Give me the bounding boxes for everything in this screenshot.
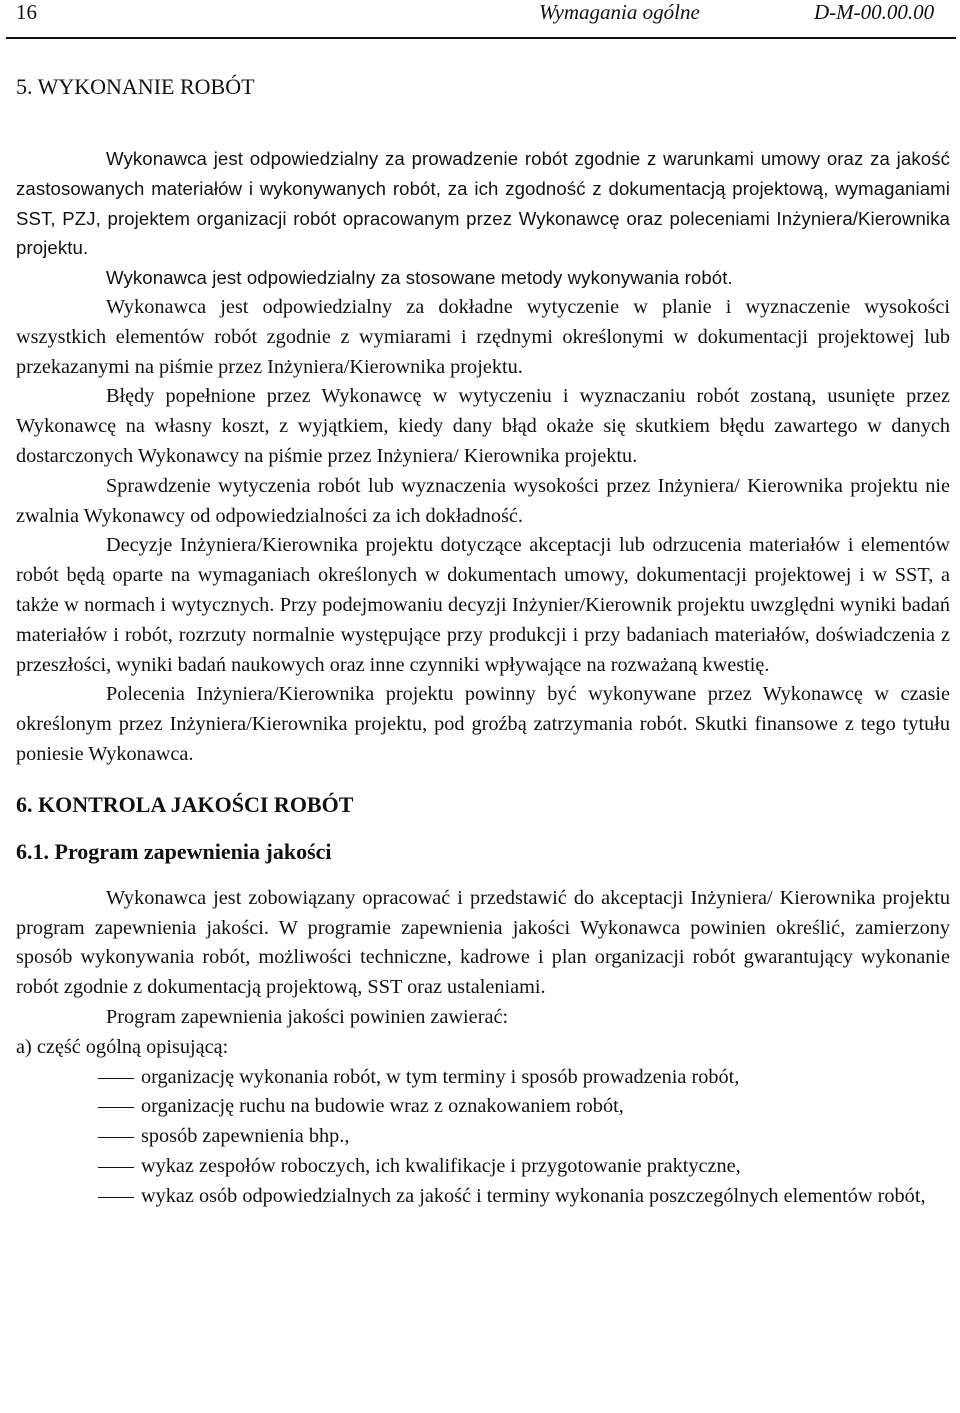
- page-header: [0, 0, 960, 40]
- dash-bullet-icon: [98, 1137, 134, 1138]
- list-item-text: organizację wykonania robót, w tym terminy i sposób prowadzenia robót,: [141, 1065, 740, 1088]
- paragraph: Program zapewnienia jakości powinien zawierać:: [106, 1005, 509, 1028]
- list-item-text: wykaz osób odpowiedzialnych za jakość i terminy wykonania poszczególnych elementów robót,: [141, 1184, 926, 1207]
- paragraph: a) część ogólną opisującą:: [16, 1035, 229, 1058]
- paragraph: Wykonawca jest odpowiedzialny za prowadzenie robót zgodnie z warunkami umowy oraz za jakość zastosowanych materiałów i wykonywanych robót, za ich zgodność z dokumentacją projektową, wymaganiami SST, PZJ, projektem organizacji robót opracowanym przez Wykonawcę oraz poleceniami Inżyniera/Kierownika projektu.: [16, 148, 950, 259]
- paragraph: Polecenia Inżyniera/Kierownika projektu powinny być wykonywane przez Wykonawcę w czasie określonym przez Inżyniera/Kierownika projektu, pod groźbą zatrzymania robót. Skutki finansowe z tego tytułu poniesie Wykonawca.: [16, 683, 950, 765]
- section-heading-5: 5. WYKONANIE ROBÓT: [16, 74, 255, 99]
- list-item: [16, 1122, 950, 1152]
- paragraph: Wykonawca jest odpowiedzialny za dokładne wytyczenie w planie i wyznaczenie wysokości wszystkich elementów robót zgodnie z wymiarami i rzędnymi określonymi w dokumentacji projektowej lub przekazanymi na piśmie przez Inżyniera/Kierownika projektu.: [16, 295, 950, 378]
- dash-bullet-icon: [98, 1197, 134, 1198]
- paragraph: Decyzje Inżyniera/Kierownika projektu dotyczące akceptacji lub odrzucenia materiałów i elementów robót będą oparte na wymaganiach określonych w dokumentach umowy, dokumentacji projektowej i w SST, a także w normach i wytycznych. Przy podejmowaniu decyzji Inżynier/Kierownik projektu uwzględni wyniki badań materiałów i robót, rozrzuty normalnie występujące przy produkcji i przy badaniach materiałów, doświadczenia z przeszłości, wyniki badań naukowych oraz inne czynniki wpływające na rozważaną kwestię.: [16, 534, 950, 676]
- subsection-heading-6-1: 6.1. Program zapewnienia jakości: [16, 838, 332, 864]
- list-item: [16, 1182, 950, 1212]
- list-item-text: wykaz zespołów roboczych, ich kwalifikacje i przygotowanie praktyczne,: [141, 1154, 741, 1177]
- list-item: [16, 1152, 950, 1182]
- document-title: Wymagania ogólne: [539, 0, 700, 24]
- list-item: [16, 1063, 950, 1093]
- paragraph: Wykonawca jest odpowiedzialny za stosowane metody wykonywania robót.: [106, 267, 733, 289]
- section-heading-6: 6. KONTROLA JAKOŚCI ROBÓT: [16, 791, 354, 817]
- page-content: [16, 72, 950, 1212]
- dash-bullet-icon: [98, 1107, 134, 1108]
- dash-bullet-icon: [98, 1167, 134, 1168]
- list-item: [16, 1092, 950, 1122]
- list-item-text: sposób zapewnienia bhp.,: [141, 1125, 350, 1148]
- list-item-text: organizację ruchu na budowie wraz z oznakowaniem robót,: [141, 1095, 624, 1118]
- requirements-list: [16, 1063, 950, 1212]
- dash-bullet-icon: [98, 1078, 134, 1079]
- page-number: 16: [16, 0, 37, 24]
- header-divider: [6, 37, 956, 39]
- paragraph: Błędy popełnione przez Wykonawcę w wytyczeniu i wyznaczaniu robót zostaną, usunięte przez Wykonawcę na własny koszt, z wyjątkiem, kiedy dany błąd okaże się skutkiem błędu zawartego w danych dostarczonych Wykonawcy na piśmie przez Inżyniera/ Kierownika projektu.: [16, 385, 950, 467]
- paragraph: Wykonawca jest zobowiązany opracować i przedstawić do akceptacji Inżyniera/ Kierownika projektu program zapewnienia jakości. W programie zapewnienia jakości Wykonawca powinien określić, zamierzony sposób wykonywania robót, możliwości techniczne, kadrowe i plan organizacji robót gwarantujący wykonanie robót zgodnie z dokumentacją projektową, SST oraz ustaleniami.: [16, 886, 950, 999]
- document-code: D-M-00.00.00: [814, 0, 935, 24]
- paragraph: Sprawdzenie wytyczenia robót lub wyznaczenia wysokości przez Inżyniera/ Kierownika projektu nie zwalnia Wykonawcy od odpowiedzialności za ich dokładność.: [16, 474, 950, 527]
